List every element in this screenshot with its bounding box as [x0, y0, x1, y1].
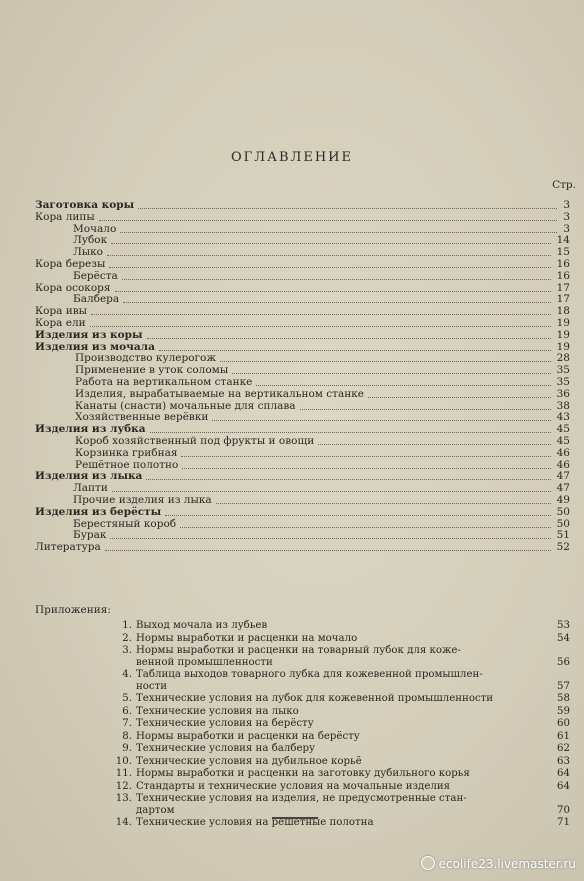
appendix-entry — [0, 743, 584, 755]
dot-leader — [105, 538, 551, 551]
appendix-number: 1. — [122, 620, 132, 631]
toc-entry — [0, 541, 584, 553]
appendix-text: Нормы выработки и расценки на товарный лубок для коже- — [136, 645, 461, 656]
appendix-number: 14. — [115, 817, 132, 828]
appendix-number: 2. — [122, 632, 132, 644]
appendix-entry — [0, 706, 584, 718]
appendix-number: 8. — [122, 730, 132, 742]
appendix-text: Технические условия на изделия, не предусмотренные стан- — [136, 793, 467, 804]
appendix-entry — [0, 781, 584, 793]
toc-entry-label: Изделия из лубка — [35, 423, 146, 436]
toc-entry-label: Хозяйственные верёвки — [75, 411, 209, 424]
toc-entry-label: Применение в уток соломы — [75, 364, 229, 377]
appendix-page: 71 — [557, 817, 570, 828]
appendix-entry — [0, 768, 584, 780]
appendix-number: 12. — [115, 780, 132, 792]
appendix-page: 63 — [557, 755, 570, 767]
toc-entry-label: Изделия из лыка — [35, 470, 143, 483]
appendix-page: 62 — [557, 743, 570, 754]
appendix-number: 13. — [115, 793, 132, 804]
toc-entry-page: 52 — [556, 541, 570, 554]
appendix-page: 56 — [557, 656, 570, 668]
appendix-page: 70 — [557, 804, 570, 816]
toc-entry-page: 35 — [556, 376, 570, 388]
appendix-heading: Приложения: — [35, 604, 111, 616]
toc-entry-page: 46 — [556, 458, 570, 471]
toc-entry-label: Кора осокоря — [35, 281, 111, 294]
appendix-entry — [0, 756, 584, 768]
toc-entry-page: 35 — [556, 364, 570, 377]
end-rule — [272, 817, 318, 819]
toc-entry-label: Прочие изделия из лыка — [73, 494, 212, 506]
toc-entry-label: Лубок — [73, 234, 108, 247]
appendix-number: 4. — [122, 669, 132, 680]
toc-entry-label: Короб хозяйственный под фрукты и овощи — [75, 435, 315, 447]
appendix-number: 11. — [115, 768, 132, 779]
appendix-page: 64 — [557, 768, 570, 779]
appendix-text: Нормы выработки и расценки на заготовку дубильного корья — [136, 768, 470, 779]
toc-entry-page: 43 — [556, 411, 570, 424]
appendix-entry — [0, 633, 584, 645]
toc-entry-page: 15 — [556, 246, 570, 259]
toc-entry-label: Бурак — [73, 529, 107, 542]
appendix-text: венной промышленности — [136, 656, 273, 668]
page-title: ОГЛАВЛЕНИЕ — [230, 150, 353, 165]
toc-entry-page: 17 — [556, 293, 570, 306]
appendix-entry — [0, 718, 584, 730]
watermark-icon — [421, 856, 435, 870]
appendix-text: ности — [136, 680, 168, 692]
appendix-text: Технические условия на лыко — [136, 705, 299, 717]
toc-entry-label: Берёста — [73, 269, 118, 282]
appendix-entry — [0, 731, 584, 743]
toc-entry-label: Изделия из коры — [35, 328, 143, 341]
toc-entry-label: Производство кулерогож — [75, 352, 217, 365]
appendix-entry — [0, 693, 584, 705]
appendix-page: 61 — [557, 730, 570, 742]
appendix-number: 5. — [122, 693, 132, 704]
toc-entry-label: Литература — [35, 541, 101, 554]
toc-entry-label: Изделия, вырабатываемые на вертикальном станке — [75, 387, 364, 400]
appendix-text: Технические условия на дубильное корьё — [136, 755, 362, 767]
appendix-text: Технические условия на решётные полотна — [136, 817, 374, 828]
appendix-number: 7. — [122, 718, 132, 729]
toc-entry-label: Балбера — [73, 293, 120, 306]
toc-entry-label: Изделия из мочала — [35, 340, 155, 353]
toc-entry-label: Лапти — [73, 482, 108, 495]
toc-entry-label: Работа на вертикальном станке — [75, 376, 253, 388]
appendix-page: 64 — [557, 780, 570, 792]
appendix-page: 53 — [557, 620, 570, 631]
appendix-page: 60 — [557, 718, 570, 729]
toc-entry-label: Корзинка грибная — [75, 446, 178, 459]
toc-entry-label: Кора березы — [35, 258, 106, 270]
toc-entry-label: Заготовка коры — [35, 199, 135, 211]
toc-entry-label: Берестяный короб — [73, 517, 177, 530]
toc-entry-page: 16 — [556, 258, 570, 270]
toc-entry-page: 46 — [556, 446, 570, 459]
toc-entry-page: 47 — [556, 470, 570, 483]
toc-entry-page: 16 — [556, 269, 570, 282]
watermark-text: ecolife23.livemaster.ru — [438, 857, 576, 871]
toc-entry-page: 49 — [556, 494, 570, 506]
toc-entry-page: 28 — [556, 352, 570, 365]
toc-entry-label: Изделия из берёсты — [35, 505, 162, 518]
toc-entry-page: 19 — [556, 328, 570, 341]
watermark — [421, 856, 576, 871]
appendix-page: 59 — [557, 705, 570, 717]
page-column-header: Стр. — [552, 179, 576, 191]
appendix-entry — [0, 645, 584, 668]
toc-entry-label: Кора ивы — [35, 305, 88, 318]
appendix-entry — [0, 620, 584, 632]
appendix-text: Технические условия на берёсту — [136, 718, 314, 729]
toc-entry-label: Кора липы — [35, 210, 95, 223]
toc-entry-page: 19 — [556, 317, 570, 329]
appendix-number: 3. — [122, 645, 132, 656]
toc-entry-page: 47 — [556, 482, 570, 495]
appendix-number: 6. — [122, 705, 132, 717]
appendix-page: 54 — [557, 632, 570, 644]
toc-entry-label: Канаты (снасти) мочальные для сплава — [75, 399, 296, 412]
appendix-page: 58 — [557, 693, 570, 704]
appendix-text: дартом — [136, 804, 175, 816]
toc-entry-label: Кора ели — [35, 317, 86, 329]
toc-entry-page: 50 — [556, 505, 570, 518]
toc-entry-page: 50 — [556, 517, 570, 530]
toc-entry-page: 36 — [556, 387, 570, 400]
toc-entry-page: 3 — [563, 199, 570, 211]
toc-entry-page: 38 — [556, 399, 570, 412]
appendix-page: 57 — [557, 680, 570, 692]
appendix-text: Таблица выходов товарного лубка для кожевенной промышлен- — [136, 669, 483, 680]
appendix-text: Технические условия на балберу — [136, 743, 315, 754]
toc-entry-page: 3 — [563, 222, 570, 235]
toc-entry-label: Решётное полотно — [75, 458, 179, 471]
toc-entry-page: 45 — [556, 423, 570, 436]
appendix-entry — [0, 793, 584, 816]
toc-entry-page: 45 — [556, 435, 570, 447]
toc-entry-label: Лыко — [73, 246, 104, 259]
appendix-text: Стандарты и технические условия на мочальные изделия — [136, 780, 451, 792]
appendix-number: 10. — [115, 755, 132, 767]
appendix-text: Выход мочала из лубьев — [136, 620, 268, 631]
toc-entry-page: 51 — [556, 529, 570, 542]
appendix-text: Нормы выработки и расценки на мочало — [136, 632, 358, 644]
toc-entry-page: 19 — [556, 340, 570, 353]
toc-entry-label: Мочало — [73, 222, 117, 235]
toc-entry-page: 18 — [556, 305, 570, 318]
toc-entry-page: 17 — [556, 281, 570, 294]
appendix-text: Нормы выработки и расценки на берёсту — [136, 730, 360, 742]
toc-entry-page: 3 — [563, 210, 570, 223]
appendix-entry — [0, 669, 584, 692]
appendix-text: Технические условия на лубок для кожевенной промышленности — [136, 693, 494, 704]
appendix-number: 9. — [122, 743, 132, 754]
toc-entry-page: 14 — [556, 234, 570, 247]
